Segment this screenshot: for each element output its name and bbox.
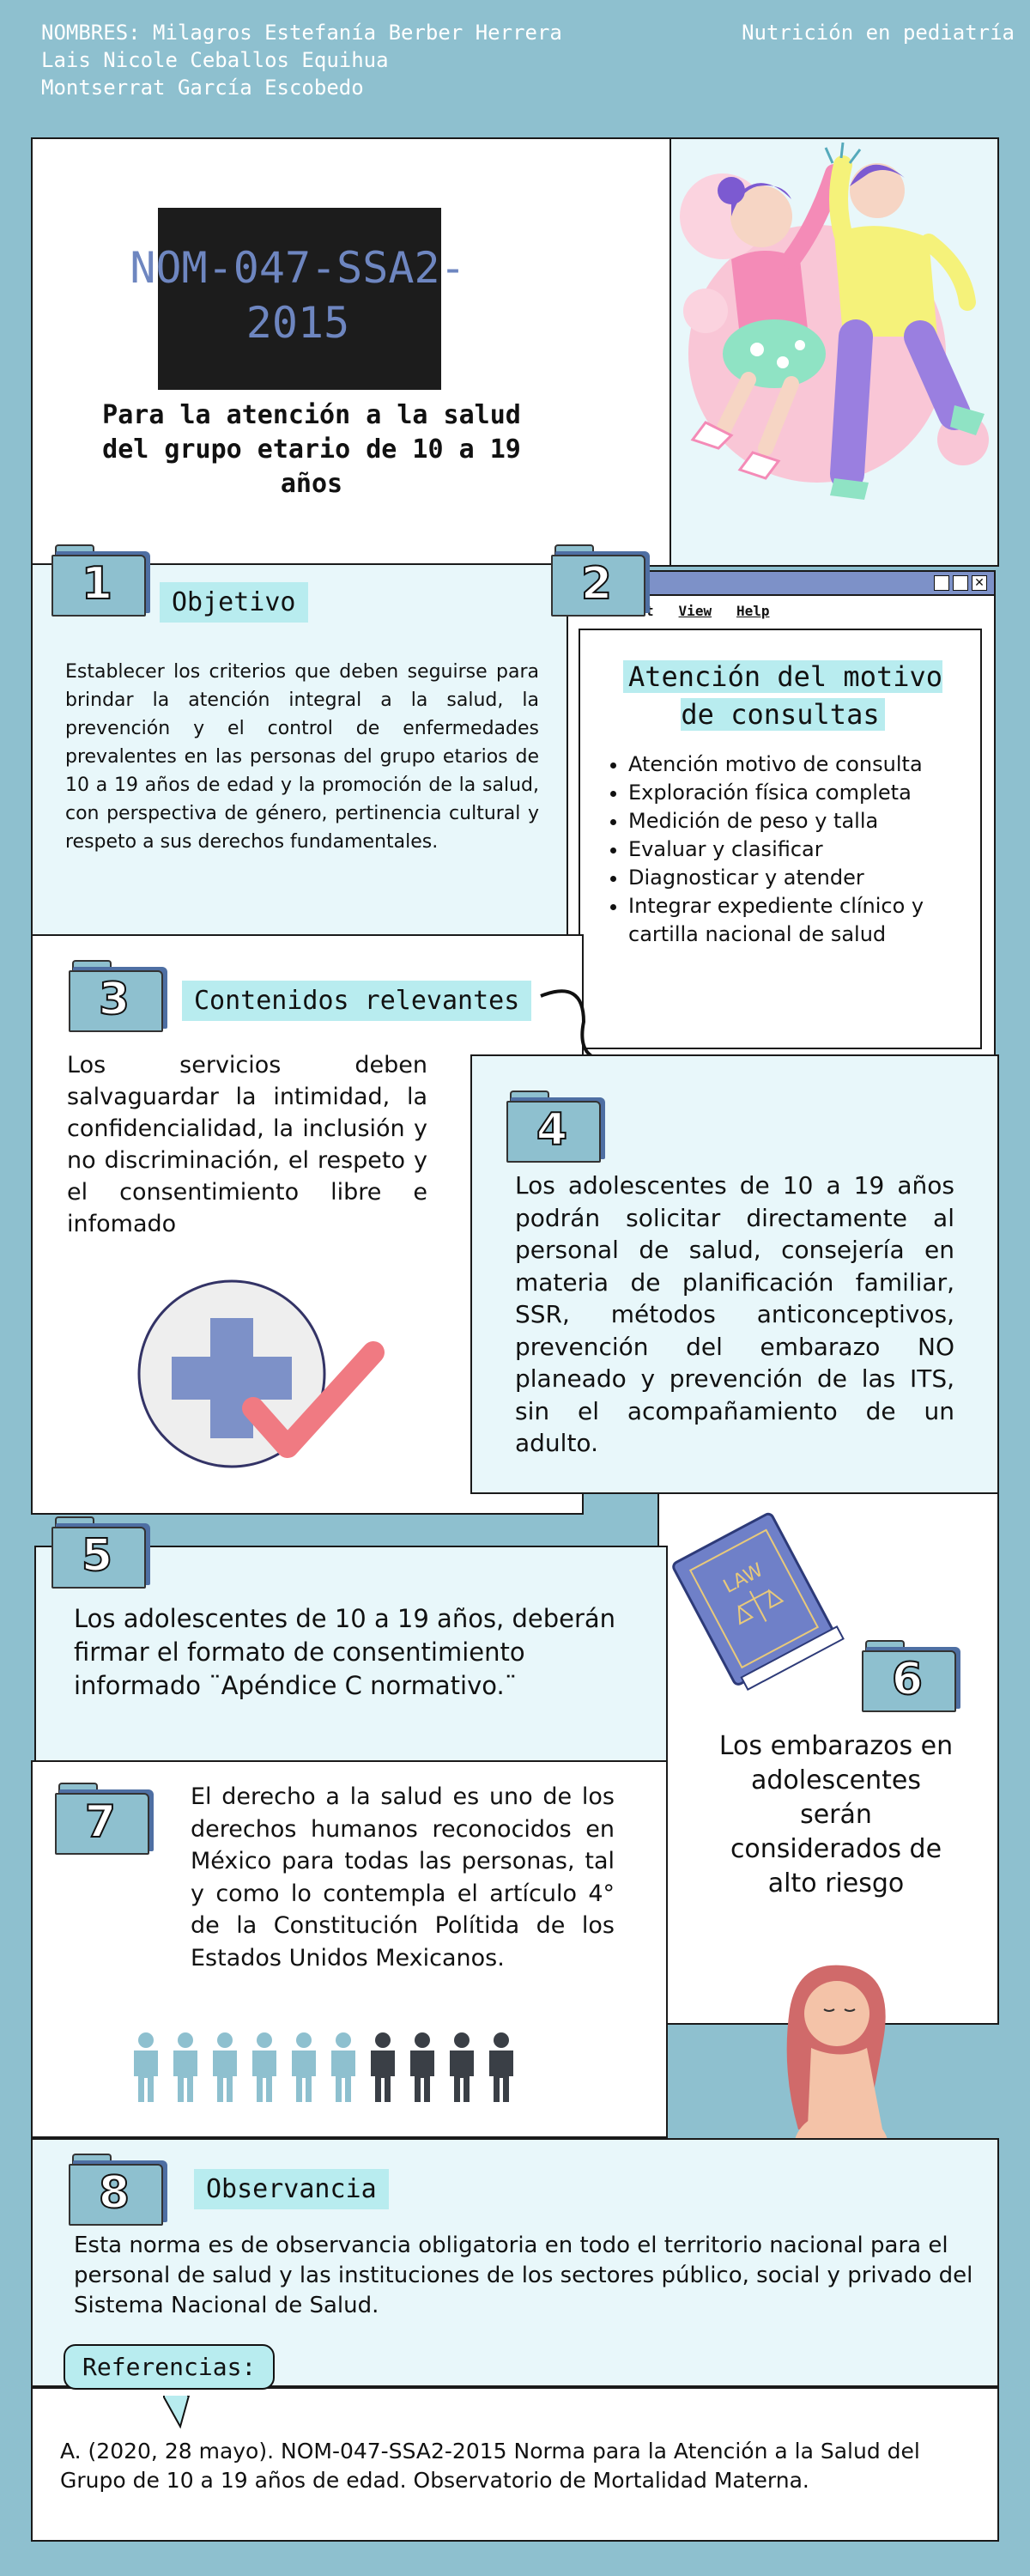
section-1-folder-icon [52,544,146,615]
section-8-number: 8 [98,2167,130,2219]
section-8-heading: Observancia [194,2169,389,2209]
section-3-folder-icon [69,960,163,1030]
list-item: • Evaluar y clasificar [628,835,972,864]
section-5-number: 5 [81,1530,113,1582]
author-name-3: Montserrat García Escobedo [41,76,364,100]
course-name: Nutrición en pediatría [742,21,1015,45]
section-6-text: Los embarazos en adolescentes serán considerados de alto riesgo [718,1731,954,1899]
person-icon [292,2032,316,2102]
person-icon [134,2032,158,2102]
menu-item-edit[interactable]: t [645,603,654,619]
norm-title [33,240,675,350]
section-2-heading: Atención del motivo de consultas [603,658,963,733]
person-icon [252,2032,276,2102]
people-icon-row [125,2032,529,2109]
section-4-folder-icon [506,1091,601,1161]
author-name-1: NOMBRES: Milagros Estefanía Berber Herrera [41,21,562,45]
section-6-number: 6 [891,1654,924,1705]
title-subtitle: Para la atención a la salud del grupo etario de 10 a 19 años [102,400,521,499]
section-5-text: Los adolescentes de 10 a 19 años, deberán firmar el formato de consentimiento informado ¨Apéndice C normativo.¨ [74,1604,616,1700]
section-2-list [603,750,972,949]
menu-item-help[interactable]: Help [736,603,770,619]
person-icon [450,2032,474,2102]
person-icon [371,2032,395,2102]
maximize-icon[interactable] [953,575,968,591]
section-1-text: Establecer los criterios que deben seguirse para brindar la atención integral a la salud, la prevención y el control de enfermedades prevalentes en las personas del grupo etarios de 10 a 19 años de edad y la promoción de la salud, con perspectiva de género, pertinencia cultural y respeto a sus derechos fundamentales. [65,661,539,853]
person-icon [213,2032,237,2102]
section-4-number: 4 [536,1104,568,1156]
illustration-panel [670,137,999,567]
section-2-number: 2 [580,558,613,610]
section-6-folder-icon [862,1640,956,1710]
section-4-text: Los adolescentes de 10 a 19 años podrán solicitar directamente al personal de salud, consejería en materia de planificación familiar, SSR, métodos anticonceptivos, prevención del embarazo NO planeado y prevención de las ITS, sin el acompañamiento de un adulto. [515,1171,954,1457]
window-menu-bar [645,603,770,619]
menu-item-view[interactable]: View [678,603,712,619]
person-icon [489,2032,513,2102]
law-book-icon [654,1494,860,1692]
section-3-number: 3 [98,974,130,1025]
person-icon [410,2032,434,2102]
norm-title-line1: NOM-047-SSA2- [130,243,466,293]
section-1-number: 1 [81,558,113,610]
title-panel [31,137,673,567]
speech-bubble-tail-icon [163,2396,197,2430]
minimize-icon[interactable] [934,575,949,591]
section-5-folder-icon [52,1516,146,1587]
references-heading: Referencias: [64,2344,275,2390]
health-check-icon [137,1279,386,1477]
author-name-2: Lais Nicole Ceballos Equihua [41,48,389,72]
list-item: • Exploración física completa [628,779,972,807]
section-8-folder-icon [69,2154,163,2224]
list-item: • Medición de peso y talla [628,807,972,835]
norm-title-line2: 2015 [245,298,350,348]
list-item: • Integrar expediente clínico y cartilla nacional de salud [628,892,972,949]
book-label: LAW [719,1559,767,1598]
references-text: A. (2020, 28 mayo). NOM-047-SSA2-2015 Norma para la Atención a la Salud del Grupo de 10 a 19 años de edad. Observatorio de Mortalidad Materna. [60,2439,920,2493]
section-2-folder-icon [551,544,645,615]
section-7-text: El derecho a la salud es uno de los derechos humanos reconocidos en México para todas las personas, tal y como lo contempla el artículo 4° de la Constitución Polítida de los Estados Unidos Mexicanos. [191,1783,615,1971]
close-icon[interactable]: ✕ [972,575,987,591]
section-7-number: 7 [84,1796,117,1848]
person-icon [331,2032,355,2102]
person-icon [173,2032,197,2102]
section-3-heading: Contenidos relevantes [182,981,531,1021]
header-names [41,19,562,101]
section-7-folder-icon [55,1783,149,1853]
section-8-text: Esta norma es de observancia obligatoria en todo el territorio nacional para el personal de salud y las instituciones de los sectores público, social y privado del Sistema Nacional de Salud. [74,2233,973,2318]
high-five-illustration [671,139,1001,568]
list-item: • Atención motivo de consulta [628,750,972,779]
list-item: • Diagnosticar y atender [628,864,972,892]
section-1-heading: Objetivo [160,582,308,623]
section-3-text: Los servicios deben salvaguardar la intimidad, la confidencialidad, la inclusión y no discriminación, el respeto y el consentimiento libre e infomado [67,1052,427,1237]
